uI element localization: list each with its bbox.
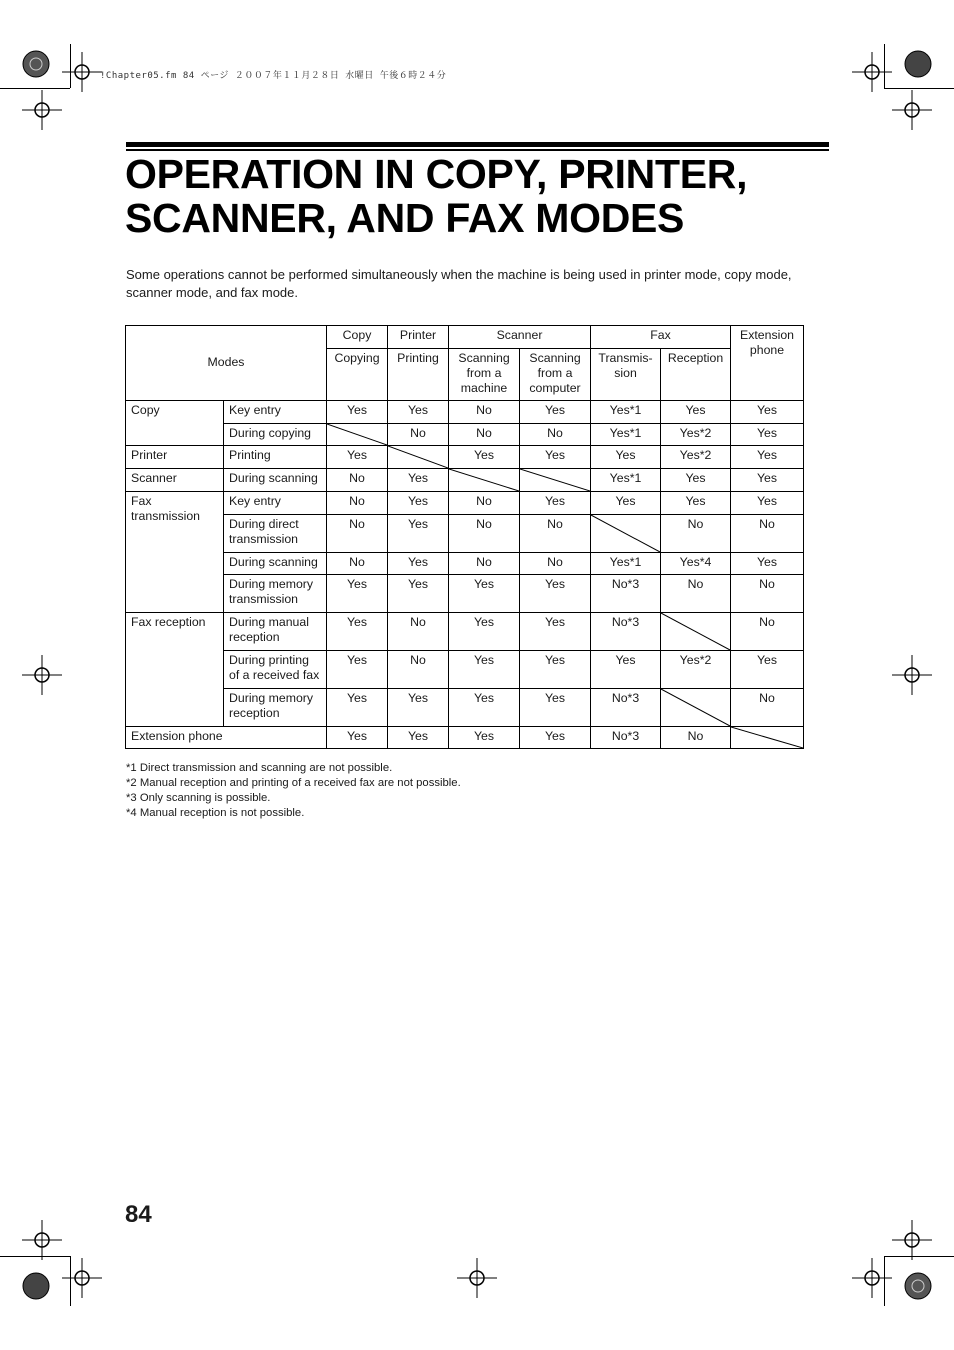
subheader-printing: Printing (388, 349, 449, 401)
header-copy: Copy (327, 326, 388, 349)
value-cell: No (661, 515, 731, 553)
not-applicable-cell (388, 446, 449, 469)
value-cell: Yes (520, 492, 591, 515)
value-cell: No (731, 689, 804, 727)
value-cell: Yes (449, 727, 520, 749)
value-cell: Yes (731, 446, 804, 469)
row-mode-label: Key entry (224, 492, 327, 515)
value-cell: Yes (327, 575, 388, 613)
modes-compatibility-table (125, 325, 804, 749)
not-applicable-cell (661, 689, 731, 727)
header-extension-phone: Extension phone (731, 326, 804, 401)
value-cell: No (520, 553, 591, 575)
crop-mark (0, 88, 70, 89)
table-row (126, 575, 804, 613)
value-cell: Yes (449, 613, 520, 651)
value-cell: No (327, 492, 388, 515)
not-applicable-cell (520, 469, 591, 492)
crosshair-icon (892, 655, 932, 695)
value-cell: Yes (520, 613, 591, 651)
value-cell: No (731, 515, 804, 553)
crosshair-icon (892, 90, 932, 130)
header-printer: Printer (388, 326, 449, 349)
value-cell: Yes (327, 689, 388, 727)
not-applicable-cell (591, 515, 661, 553)
value-cell: Yes (731, 401, 804, 424)
value-cell: Yes (520, 727, 591, 749)
row-group-label: Copy (126, 401, 224, 446)
table-row (126, 553, 804, 575)
diagonal-slash-icon (520, 469, 590, 491)
subheader-transmission: Transmis-sion (591, 349, 661, 401)
value-cell: Yes (591, 651, 661, 689)
diagonal-slash-icon (731, 727, 803, 748)
value-cell: Yes (731, 469, 804, 492)
value-cell: Yes (661, 401, 731, 424)
value-cell: Yes (449, 575, 520, 613)
table-row (126, 469, 804, 492)
value-cell: Yes (520, 575, 591, 613)
value-cell: Yes (661, 469, 731, 492)
value-cell: Yes (449, 689, 520, 727)
value-cell: No (388, 424, 449, 446)
crosshair-icon (892, 1220, 932, 1260)
footnote: *2 Manual reception and printing of a received fax are not possible. (126, 777, 461, 789)
crosshair-icon (457, 1258, 497, 1298)
row-group-label: Fax transmission (126, 492, 224, 613)
row-mode-label: Key entry (224, 401, 327, 424)
value-cell: Yes (731, 651, 804, 689)
value-cell: Yes (731, 553, 804, 575)
value-cell: No (449, 492, 520, 515)
value-cell: Yes*1 (591, 401, 661, 424)
registration-circle-icon (902, 1270, 934, 1302)
registration-circle-icon (20, 1270, 52, 1302)
value-cell: Yes (520, 689, 591, 727)
value-cell: No*3 (591, 689, 661, 727)
row-mode-label: During direct transmission (224, 515, 327, 553)
footnote: *4 Manual reception is not possible. (126, 807, 305, 819)
row-mode-label: During memory transmission (224, 575, 327, 613)
crosshair-icon (62, 52, 102, 92)
row-group-label: Printer (126, 446, 224, 469)
subheader-reception: Reception (661, 349, 731, 401)
value-cell: No (327, 469, 388, 492)
row-mode-label: During copying (224, 424, 327, 446)
diagonal-slash-icon (661, 613, 730, 650)
header-fax: Fax (591, 326, 731, 349)
table-row (126, 515, 804, 553)
value-cell: No (520, 515, 591, 553)
subheader-scan-computer: Scanning from a computer (520, 349, 591, 401)
value-cell: No (661, 575, 731, 613)
value-cell: Yes (388, 469, 449, 492)
diagonal-slash-icon (591, 515, 660, 552)
row-mode-label: Printing (224, 446, 327, 469)
value-cell: Yes*2 (661, 446, 731, 469)
crosshair-icon (852, 1258, 892, 1298)
not-applicable-cell (661, 613, 731, 651)
value-cell: Yes (388, 492, 449, 515)
value-cell: Yes (388, 575, 449, 613)
subheader-scan-machine: Scanning from a machine (449, 349, 520, 401)
header-scanner: Scanner (449, 326, 591, 349)
subheader-copying: Copying (327, 349, 388, 401)
table-row (126, 492, 804, 515)
diagonal-slash-icon (661, 689, 730, 726)
crop-mark (884, 88, 954, 89)
value-cell: Yes (327, 651, 388, 689)
file-header-line: !Chapter05.fm 84 ページ ２００７年１１月２８日 水曜日 午後６時２４分 (100, 71, 447, 81)
crosshair-icon (22, 1220, 62, 1260)
intro-paragraph: Some operations cannot be performed simultaneously when the machine is being used in printer mode, copy mode, scanner mode, and fax mode. (126, 267, 792, 300)
footnote: *1 Direct transmission and scanning are not possible. (126, 762, 393, 774)
table-row (126, 689, 804, 727)
value-cell: No (520, 424, 591, 446)
page-title (125, 152, 845, 240)
value-cell: Yes (520, 401, 591, 424)
diagonal-slash-icon (327, 424, 387, 445)
value-cell: Yes (388, 401, 449, 424)
not-applicable-cell (449, 469, 520, 492)
value-cell: Yes*2 (661, 651, 731, 689)
page-title-line: SCANNER, AND FAX MODES (125, 195, 685, 241)
row-group-label: Fax reception (126, 613, 224, 727)
page-number: 84 (125, 1201, 152, 1228)
value-cell: No (327, 553, 388, 575)
value-cell: Yes (591, 446, 661, 469)
value-cell: Yes*4 (661, 553, 731, 575)
value-cell: No (661, 727, 731, 749)
value-cell: Yes (731, 492, 804, 515)
table-row (126, 651, 804, 689)
value-cell: Yes (327, 727, 388, 749)
footnotes (126, 761, 461, 821)
value-cell: No*3 (591, 575, 661, 613)
value-cell: Yes (327, 613, 388, 651)
value-cell: Yes (388, 689, 449, 727)
value-cell: No (731, 613, 804, 651)
not-applicable-cell (731, 727, 804, 749)
value-cell: Yes (661, 492, 731, 515)
value-cell: No*3 (591, 613, 661, 651)
value-cell: Yes (388, 553, 449, 575)
value-cell: Yes (449, 446, 520, 469)
diagonal-slash-icon (388, 446, 448, 468)
row-mode-label: During scanning (224, 553, 327, 575)
value-cell: Yes (327, 446, 388, 469)
title-rule (126, 142, 829, 147)
row-mode-label: During printing of a received fax (224, 651, 327, 689)
value-cell: No*3 (591, 727, 661, 749)
not-applicable-cell (327, 424, 388, 446)
value-cell: No (449, 553, 520, 575)
value-cell: Yes (388, 515, 449, 553)
table-row (126, 727, 804, 749)
diagonal-slash-icon (449, 469, 519, 491)
row-mode-label: During scanning (224, 469, 327, 492)
value-cell: Yes (520, 446, 591, 469)
row-mode-label: During memory reception (224, 689, 327, 727)
value-cell: No (327, 515, 388, 553)
table-row (126, 613, 804, 651)
value-cell: Yes (388, 727, 449, 749)
row-group-label: Extension phone (126, 727, 327, 749)
value-cell: No (449, 515, 520, 553)
value-cell: No (388, 651, 449, 689)
crosshair-icon (22, 655, 62, 695)
value-cell: Yes (449, 651, 520, 689)
value-cell: Yes (327, 401, 388, 424)
registration-circle-icon (20, 48, 52, 80)
value-cell: Yes*1 (591, 469, 661, 492)
crosshair-icon (62, 1258, 102, 1298)
row-group-label: Scanner (126, 469, 224, 492)
registration-circle-icon (902, 48, 934, 80)
page-title-line: OPERATION IN COPY, PRINTER, (125, 151, 748, 197)
table-row (126, 446, 804, 469)
footnote: *3 Only scanning is possible. (126, 792, 271, 804)
crosshair-icon (22, 90, 62, 130)
value-cell: No (388, 613, 449, 651)
row-mode-label: During manual reception (224, 613, 327, 651)
value-cell: No (449, 401, 520, 424)
value-cell: Yes (520, 651, 591, 689)
table-row (126, 424, 804, 446)
value-cell: Yes*1 (591, 424, 661, 446)
value-cell: Yes (731, 424, 804, 446)
value-cell: No (731, 575, 804, 613)
value-cell: Yes*2 (661, 424, 731, 446)
table-row (126, 401, 804, 424)
crosshair-icon (852, 52, 892, 92)
value-cell: No (449, 424, 520, 446)
modes-header: Modes (126, 326, 327, 401)
value-cell: Yes*1 (591, 553, 661, 575)
value-cell: Yes (591, 492, 661, 515)
